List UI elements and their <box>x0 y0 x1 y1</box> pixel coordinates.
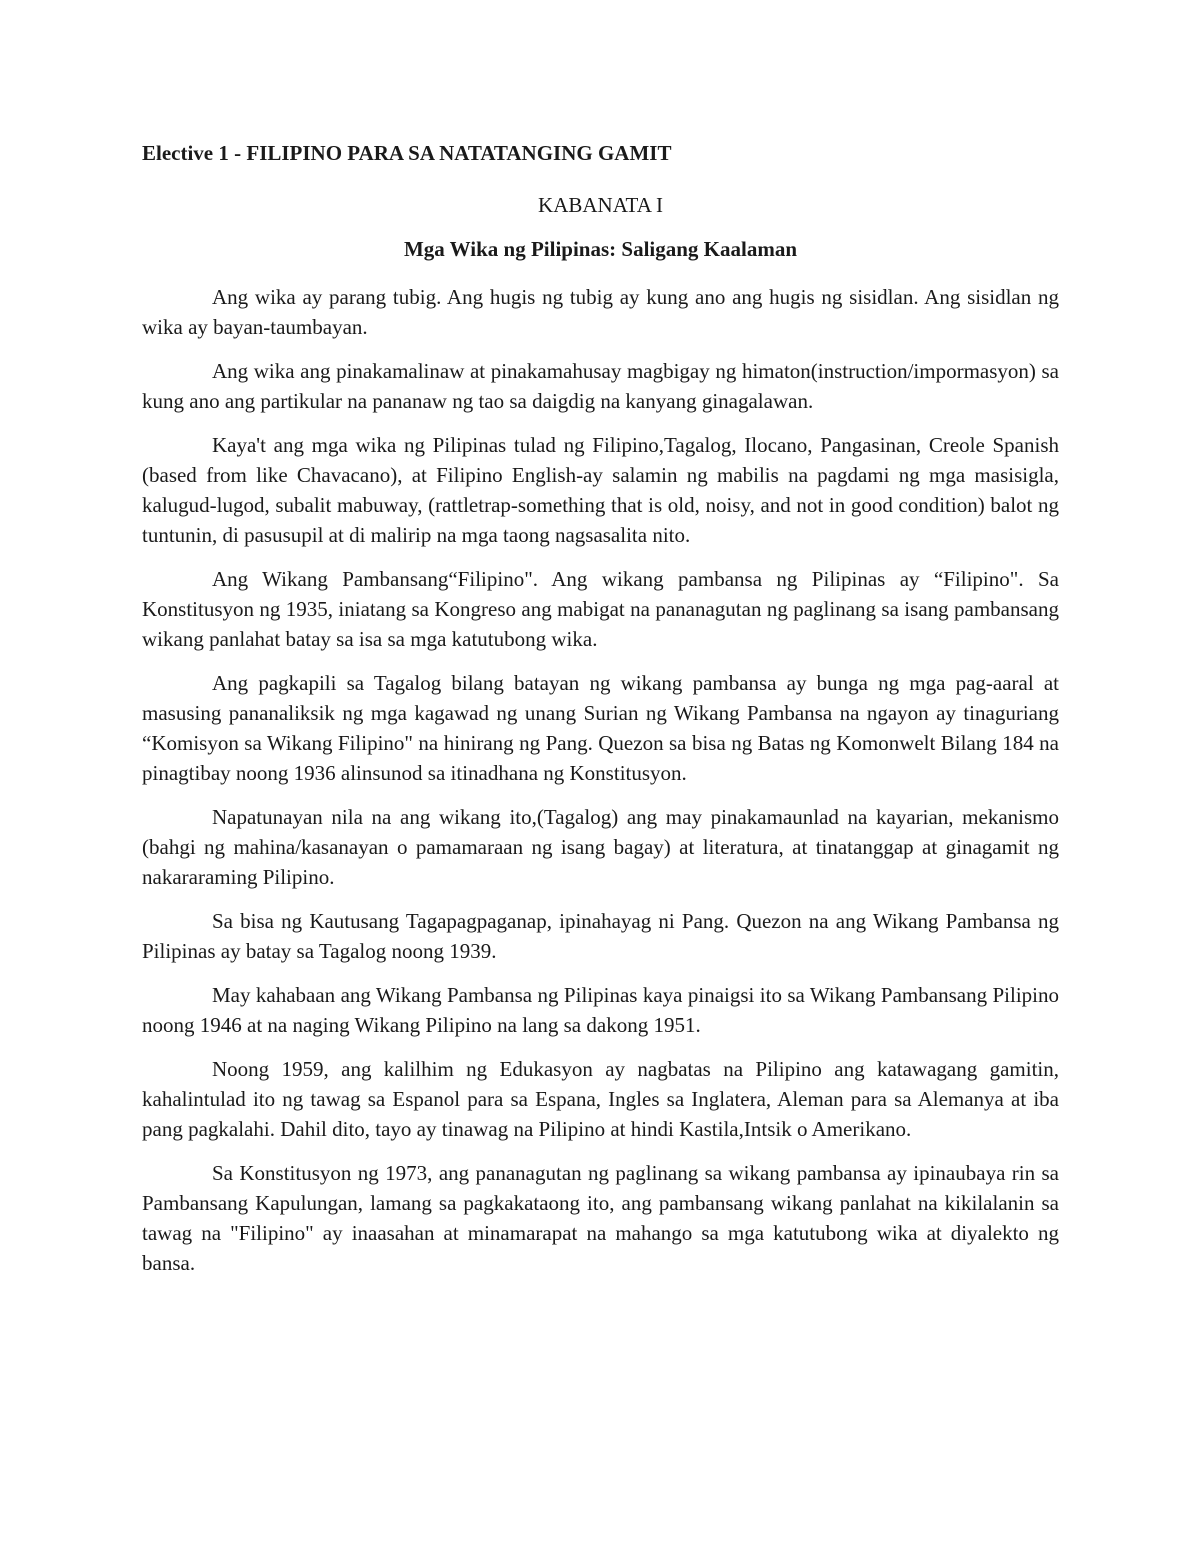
paragraph-8: May kahabaan ang Wikang Pambansa ng Pilipinas kaya pinaigsi ito sa Wikang Pambansang Pilipino noong 1946 at na naging Wikang Pilipino na lang sa dakong 1951. <box>142 983 1059 1037</box>
paragraph-5: Ang pagkapili sa Tagalog bilang batayan ng wikang pambansa ay bunga ng mga pag-aaral at masusing pananaliksik ng mga kagawad ng unang Surian ng Wikang Pambansa na ngayon ay tinaguriang “Komisyon sa Wikang Filipino" na hinirang ng Pang. Quezon sa bisa ng Batas ng Komonwelt Bilang 184 na pinagtibay noong 1936 alinsunod sa itinadhana ng Konstitusyon. <box>142 671 1059 785</box>
paragraph-10: Sa Konstitusyon ng 1973, ang pananagutan ng paglinang sa wikang pambansa ay ipinaubaya rin sa Pambansang Kapulungan, lamang sa pagkakataong ito, ang pambansang wikang panlahat na kikilalanin sa tawag na "Filipino" ay inaasahan at minamarapat na mahango sa mga katutubong wika at diyalekto ng bansa. <box>142 1161 1059 1275</box>
paragraph-6: Napatunayan nila na ang wikang ito,(Tagalog) ang may pinakamaunlad na kayarian, mekanismo (bahgi ng mahina/kasanayan o pamamaraan ng isang bagay) at literatura, at tinatanggap at ginagamit ng nakararaming Pilipino. <box>142 805 1059 889</box>
document-title: Elective 1 - FILIPINO PARA SA NATATANGING GAMIT <box>142 141 672 165</box>
paragraph-1: Ang wika ay parang tubig. Ang hugis ng tubig ay kung ano ang hugis ng sisidlan. Ang sisidlan ng wika ay bayan-taumbayan. <box>142 285 1059 339</box>
chapter-heading: KABANATA I <box>538 193 663 217</box>
chapter-subtitle: Mga Wika ng Pilipinas: Saligang Kaalaman <box>403 237 798 261</box>
paragraph-4: Ang Wikang Pambansang“Filipino". Ang wikang pambansa ng Pilipinas ay “Filipino". Sa Konstitusyon ng 1935, iniatang sa Kongreso ang mabigat na pananagutan ng paglinang sa isang pambansang wikang panlahat batay sa isa sa mga katutubong wika. <box>142 567 1059 651</box>
paragraph-7: Sa bisa ng Kautusang Tagapagpaganap, ipinahayag ni Pang. Quezon na ang Wikang Pambansa ng Pilipinas ay batay sa Tagalog noong 1939. <box>142 909 1059 963</box>
paragraph-3: Kaya't ang mga wika ng Pilipinas tulad ng Filipino,Tagalog, Ilocano, Pangasinan, Creole Spanish (based from like Chavacano), at Filipino English-ay salamin ng mabilis na pagdami ng mga masisigla, kalugud-lugod, subalit mabuway, (rattletrap-something that is old, noisy, and not in good condition) balot ng tuntunin, di pasusupil at di malirip na mga taong nagsasalita nito. <box>142 433 1059 547</box>
paragraph-2: Ang wika ang pinakamalinaw at pinakamahusay magbigay ng himaton(instruction/impormasyon) sa kung ano ang partikular na pananaw ng tao sa daigdig na kanyang ginagalawan. <box>142 359 1059 413</box>
document-page <box>142 138 1059 1292</box>
paragraph-9: Noong 1959, ang kalilhim ng Edukasyon ay nagbatas na Pilipino ang katawagang gamitin, kahalintulad ito ng tawag sa Espanol para sa Espana, Ingles sa Inglatera, Aleman para sa Alemanya at iba pang pagkalahi. Dahil dito, tayo ay tinawag na Pilipino at hindi Kastila,Intsik o Amerikano. <box>142 1057 1059 1141</box>
